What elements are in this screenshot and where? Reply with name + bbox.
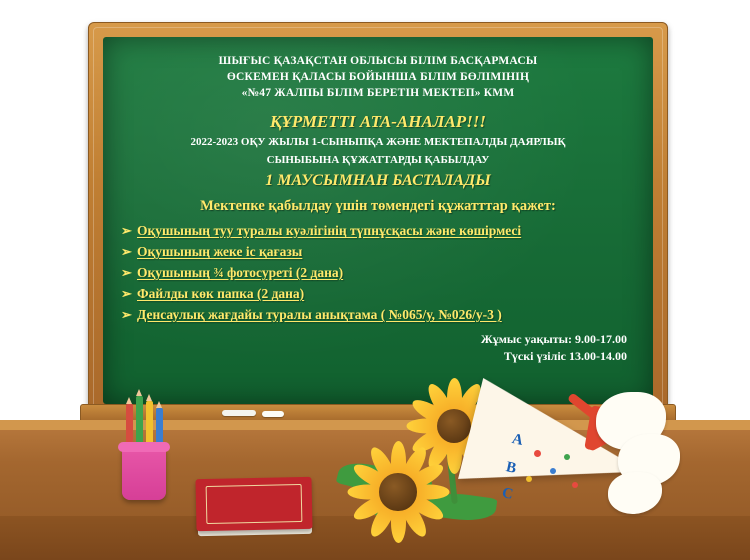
- list-item: [117, 243, 639, 260]
- arrow-bullet-icon: ➢: [121, 265, 132, 280]
- cone-dot-decor: [526, 476, 532, 482]
- working-hours-block: [117, 331, 639, 365]
- cone-letter-c: C: [500, 485, 515, 503]
- cone-dot-decor: [564, 454, 570, 460]
- subtitle-line-2: СЫНЫБЫНА ҚҰЖАТТАРДЫ ҚАБЫЛДАУ: [266, 154, 490, 166]
- arrow-bullet-icon: ➢: [121, 286, 132, 301]
- chalkboard-surface: [103, 37, 653, 404]
- lunch-break-line: Түскі үзіліс 13.00-14.00: [503, 349, 627, 363]
- cone-wrap-paper: [608, 472, 662, 514]
- notebook-icon: [195, 477, 312, 531]
- document-label: Денсаулық жағдайы туралы анықтама ( №065/у, №026/у-3 ): [137, 307, 502, 322]
- arrow-bullet-icon: ➢: [121, 307, 132, 322]
- list-item: [117, 264, 639, 281]
- arrow-bullet-icon: ➢: [121, 223, 132, 238]
- start-date-title: 1 МАУСЫМНАН БАСТАЛАДЫ: [265, 172, 491, 189]
- cone-dot-decor: [572, 482, 578, 488]
- document-label: Файлды көк папка (2 дана): [137, 286, 305, 301]
- arrow-bullet-icon: ➢: [121, 244, 132, 259]
- chalk-stick-icon: [222, 410, 256, 416]
- sunflower-center: [379, 473, 416, 510]
- paper-cone-bouquet: [468, 398, 668, 548]
- header-line-1: ШЫҒЫС ҚАЗАҚСТАН ОБЛЫСЫ БІЛІМ БАСҚАРМАСЫ: [218, 55, 538, 67]
- documents-list: [117, 222, 639, 323]
- cone-letter-b: B: [504, 459, 518, 477]
- document-label: Оқушының туу туралы куәлігінің түпнұсқасы және көшірмесі: [137, 223, 522, 238]
- cone-dot-decor: [550, 468, 556, 474]
- cone-letter-a: A: [510, 431, 525, 449]
- main-title: ҚҰРМЕТТІ АТА-АНАЛАР!!!: [269, 112, 487, 131]
- document-label: Оқушының ¾ фотосуреті (2 дана): [137, 265, 344, 280]
- list-item: [117, 306, 639, 323]
- working-hours-line: Жұмыс уақыты: 9.00-17.00: [480, 332, 627, 346]
- chalk-stick-icon: [262, 411, 284, 417]
- header-line-3: «№47 ЖАЛПЫ БІЛІМ БЕРЕТІН МЕКТЕП» КММ: [241, 87, 515, 99]
- requirements-intro: Мектепке қабылдау үшін төмендегі құжатттар қажет:: [200, 198, 556, 214]
- header-line-2: ӨСКЕМЕН ҚАЛАСЫ БОЙЫНША БІЛІМ БӨЛІМІНІҢ: [226, 71, 530, 83]
- pencil-cup-rim: [118, 442, 170, 452]
- pencil-cup: [122, 446, 166, 500]
- bouquet-group: [330, 368, 710, 560]
- list-item: [117, 222, 639, 239]
- chalkboard-frame: [88, 22, 668, 419]
- board-text-block: [103, 37, 653, 404]
- cone-dot-decor: [534, 450, 541, 457]
- document-label: Оқушының жеке іс қағазы: [137, 244, 303, 259]
- sunflower-icon: [346, 440, 450, 544]
- subtitle-line-1: 2022-2023 ОҚУ ЖЫЛЫ 1-СЫНЫПҚА ЖӘНЕ МЕКТЕПАЛДЫ ДАЯРЛЫҚ: [190, 136, 566, 148]
- list-item: [117, 285, 639, 302]
